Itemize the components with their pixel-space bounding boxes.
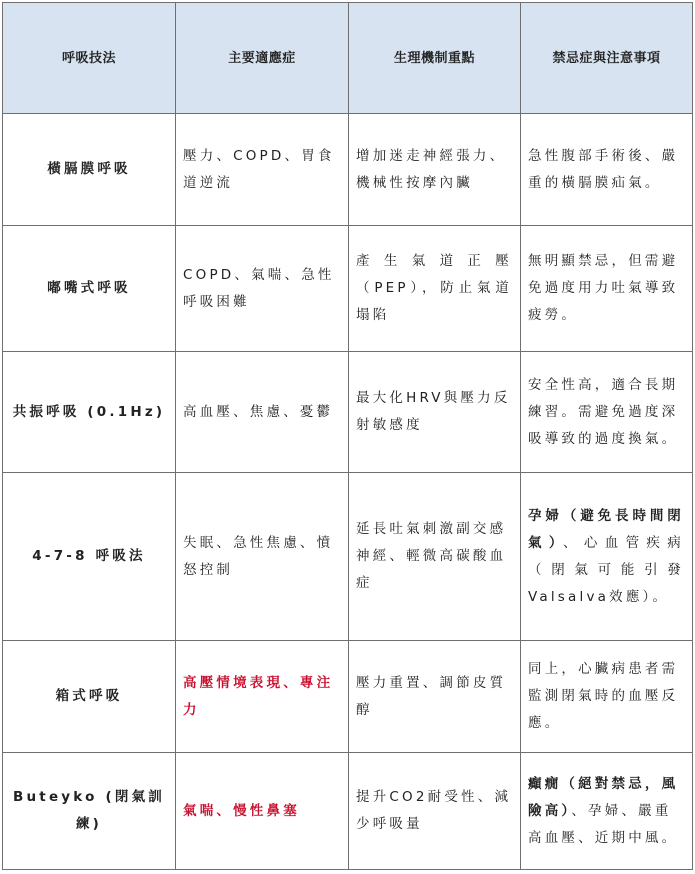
contraindications-cell: 急性腹部手術後、嚴重的橫膈膜疝氣。 xyxy=(521,114,693,226)
header-technique: 呼吸技法 xyxy=(3,3,176,114)
mechanism-cell: 增加迷走神經張力、機械性按摩內臟 xyxy=(349,114,521,226)
indications-cell: 壓力、COPD、胃食道逆流 xyxy=(176,114,349,226)
technique-cell: 箱式呼吸 xyxy=(3,641,176,753)
contraindications-cell: 無明顯禁忌，但需避免過度用力吐氣導致疲勞。 xyxy=(521,226,693,352)
header-indications: 主要適應症 xyxy=(176,3,349,114)
technique-cell: 嘟嘴式呼吸 xyxy=(3,226,176,352)
header-row xyxy=(3,3,693,114)
contraindications-cell xyxy=(521,473,693,641)
technique-cell: 橫膈膜呼吸 xyxy=(3,114,176,226)
technique-cell: Buteyko (閉氣訓練) xyxy=(3,753,176,870)
contraindication-detail: 、心血管疾病（閉氣可能引發Valsalva效應）。 xyxy=(528,534,684,605)
table-row xyxy=(3,753,693,870)
indications-cell-highlighted: 高壓情境表現、專注力 xyxy=(176,641,349,753)
header-contraindications: 禁忌症與注意事項 xyxy=(521,3,693,114)
comparison-table xyxy=(2,2,693,870)
indications-cell: 高血壓、焦慮、憂鬱 xyxy=(176,352,349,473)
contraindication-detail: 、孕婦、嚴重高血壓、近期中風。 xyxy=(528,802,679,846)
mechanism-cell: 提升CO2耐受性、減少呼吸量 xyxy=(349,753,521,870)
technique-cell: 4-7-8 呼吸法 xyxy=(3,473,176,641)
technique-cell: 共振呼吸 (0.1Hz) xyxy=(3,352,176,473)
indications-cell: 失眠、急性焦慮、憤怒控制 xyxy=(176,473,349,641)
mechanism-cell: 延長吐氣刺激副交感神經、輕微高碳酸血症 xyxy=(349,473,521,641)
contraindications-cell: 同上，心臟病患者需監測閉氣時的血壓反應。 xyxy=(521,641,693,753)
table-row xyxy=(3,641,693,753)
mechanism-cell: 壓力重置、調節皮質醇 xyxy=(349,641,521,753)
indications-cell-highlighted: 氣喘、慢性鼻塞 xyxy=(176,753,349,870)
table-row xyxy=(3,226,693,352)
table-row xyxy=(3,352,693,473)
indications-cell: COPD、氣喘、急性呼吸困難 xyxy=(176,226,349,352)
header-mechanism: 生理機制重點 xyxy=(349,3,521,114)
mechanism-cell: 產生氣道正壓（PEP），防止氣道塌陷 xyxy=(349,226,521,352)
contraindication-emphasis: 孕婦（避免長時間閉氣） xyxy=(528,507,684,551)
table-row xyxy=(3,473,693,641)
contraindications-cell: 安全性高，適合長期練習。需避免過度深吸導致的過度換氣。 xyxy=(521,352,693,473)
table-row xyxy=(3,114,693,226)
mechanism-cell: 最大化HRV與壓力反射敏感度 xyxy=(349,352,521,473)
contraindications-cell xyxy=(521,753,693,870)
contraindication-emphasis: 癲癇（絕對禁忌，風險高） xyxy=(528,775,679,819)
